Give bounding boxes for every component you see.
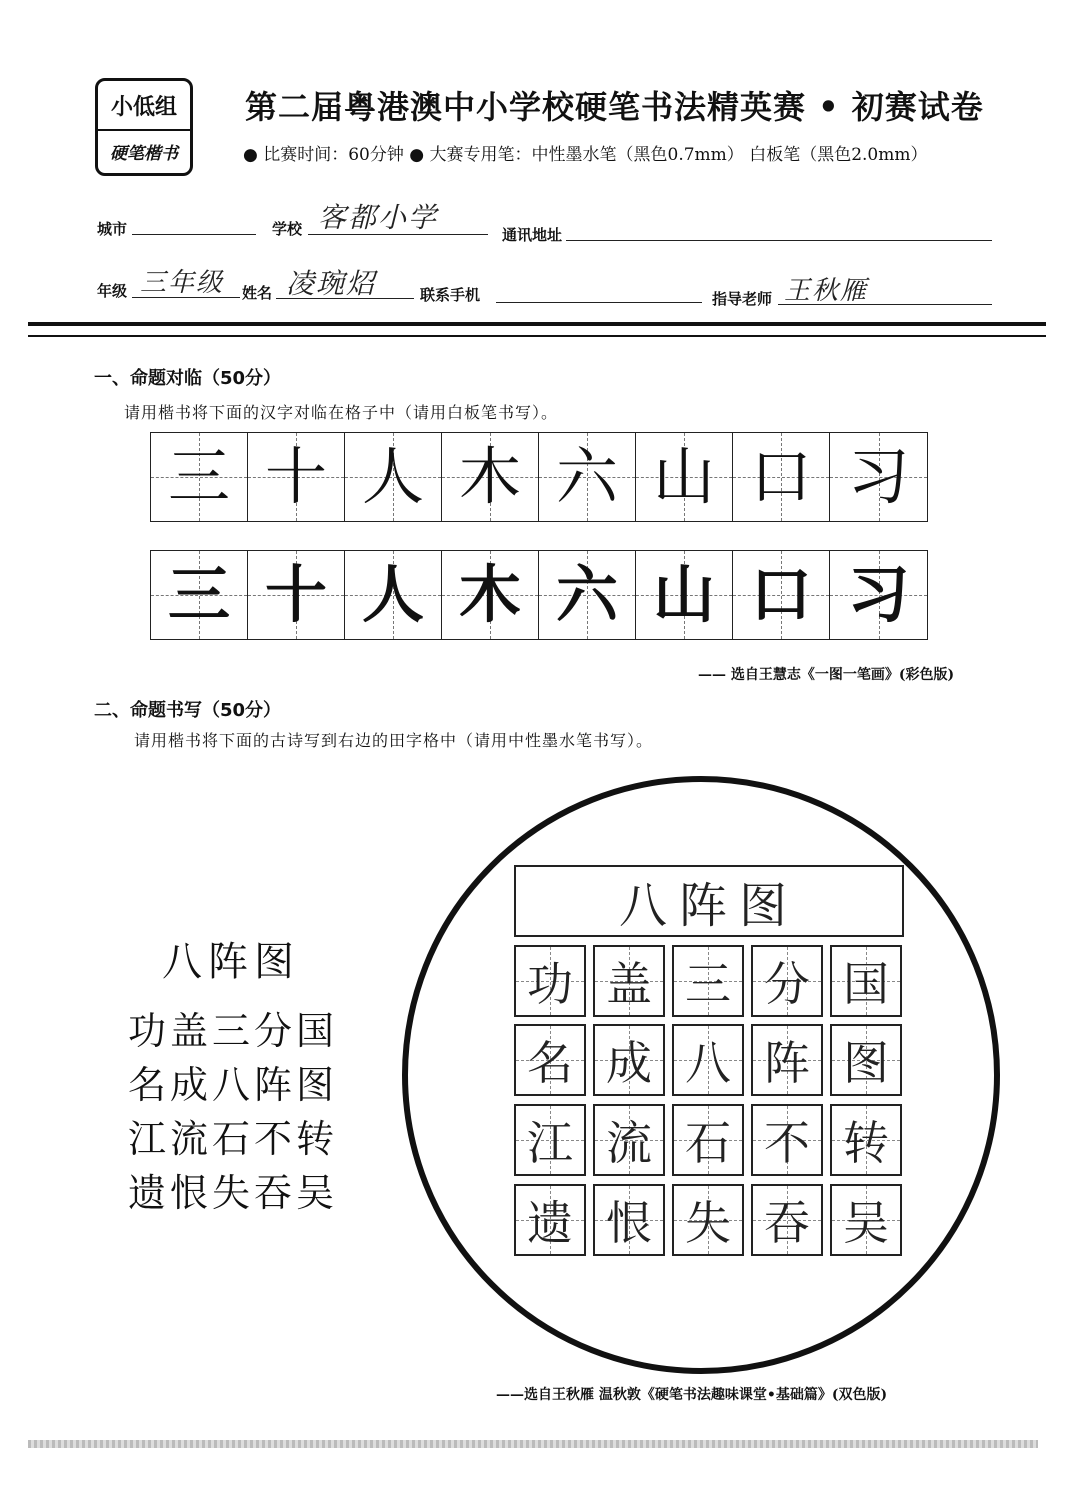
poem-line: 江流石不转 [128,1117,339,1161]
scan-edge [28,1440,1038,1448]
answer-cell[interactable]: 吞 [751,1184,823,1256]
school-label: 学校 [272,220,303,238]
answer-cell[interactable]: 成 [593,1024,665,1096]
section1-title: 一、命题对临（50分） [94,368,282,389]
poem-line: 功盖三分国 [128,1009,339,1053]
address-field[interactable] [566,240,992,241]
city-field[interactable] [132,234,256,235]
teacher-value: 王秋雁 [784,276,869,306]
answer-cell[interactable]: 盖 [593,945,665,1017]
group-badge [95,78,193,176]
model-cell: 山 [636,433,733,521]
answer-cell[interactable]: 恨 [593,1184,665,1256]
model-cell: 三 [151,433,248,521]
section1-instruction: 请用楷书将下面的汉字对临在格子中（请用白板笔书写）。 [124,403,559,422]
exam-title: 第二届粤港澳中小学校硬笔书法精英赛 • 初赛试卷 [245,88,984,126]
poem-line: 名成八阵图 [128,1063,339,1107]
answer-cell[interactable]: 江 [514,1104,586,1176]
city-label: 城市 [97,220,128,238]
written-cell[interactable]: 人 [345,551,442,639]
answer-cell[interactable]: 不 [751,1104,823,1176]
written-cell[interactable]: 十 [248,551,345,639]
answer-title: 八阵图 [618,877,799,934]
written-cell[interactable]: 习 [830,551,927,639]
written-char-row [150,550,928,640]
exam-subtitle: ● 比赛时间：60分钟 ● 大赛专用笔：中性墨水笔（黑色0.7mm） 白板笔（黑色2.0mm） [243,145,928,165]
section2-title: 二、命题书写（50分） [94,700,282,721]
school-value: 客都小学 [318,201,439,234]
written-cell[interactable]: 三 [151,551,248,639]
answer-cell[interactable]: 分 [751,945,823,1017]
badge-category: 硬笔楷书 [110,143,178,164]
answer-cell[interactable]: 功 [514,945,586,1017]
phone-field[interactable] [496,302,702,303]
written-cell[interactable]: 口 [733,551,830,639]
written-cell[interactable]: 山 [636,551,733,639]
model-cell: 习 [830,433,927,521]
answer-cell[interactable]: 国 [830,945,902,1017]
model-cell: 木 [442,433,539,521]
header-divider [28,322,1046,326]
badge-group: 小低组 [98,81,190,131]
grade-label: 年级 [97,282,128,300]
model-cell: 人 [345,433,442,521]
poem-title: 八阵图 [162,939,300,985]
answer-cell[interactable]: 八 [672,1024,744,1096]
phone-label: 联系手机 [420,286,481,304]
poem-line: 遗恨失吞吴 [128,1171,339,1215]
address-label: 通讯地址 [502,226,563,244]
written-cell[interactable]: 木 [442,551,539,639]
answer-title-box[interactable] [514,865,904,937]
grade-value: 三年级 [140,268,225,298]
section2-source: ——选自王秋雁 温秋敦《硬笔书法趣味课堂•基础篇》(双色版) [496,1387,888,1403]
answer-cell[interactable]: 遗 [514,1184,586,1256]
teacher-label: 指导老师 [712,290,773,308]
model-cell: 口 [733,433,830,521]
name-value: 凌琬炤 [286,267,377,300]
section2-instruction: 请用楷书将下面的古诗写到右边的田字格中（请用中性墨水笔书写）。 [134,731,654,750]
answer-cell[interactable]: 石 [672,1104,744,1176]
answer-cell[interactable]: 转 [830,1104,902,1176]
model-cell: 十 [248,433,345,521]
model-cell: 六 [539,433,636,521]
answer-cell[interactable]: 名 [514,1024,586,1096]
answer-cell[interactable]: 失 [672,1184,744,1256]
name-label: 姓名 [242,284,273,302]
answer-cell[interactable]: 吴 [830,1184,902,1256]
answer-cell[interactable]: 三 [672,945,744,1017]
header-divider-thin [28,335,1046,337]
written-cell[interactable]: 六 [539,551,636,639]
answer-cell[interactable]: 阵 [751,1024,823,1096]
section1-source: —— 选自王慧志《一图一笔画》(彩色版) [698,667,955,683]
answer-cell[interactable]: 流 [593,1104,665,1176]
model-char-row [150,432,928,522]
answer-cell[interactable]: 图 [830,1024,902,1096]
